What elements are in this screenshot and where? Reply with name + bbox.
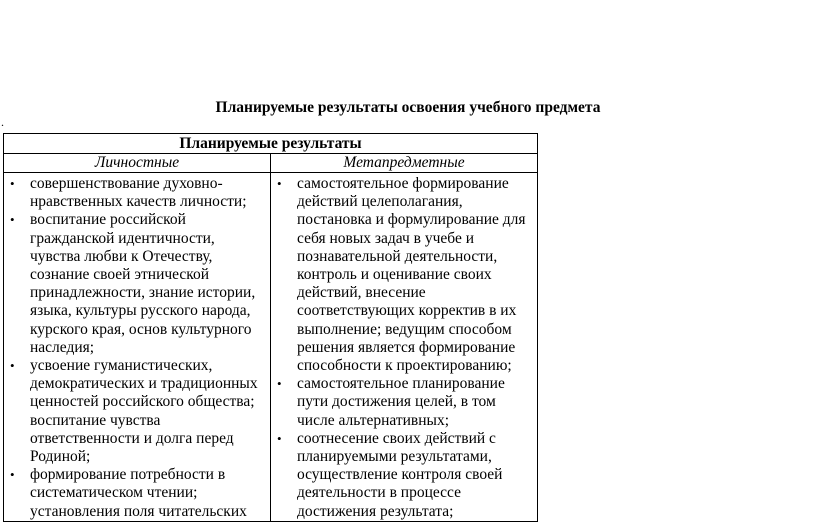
list-item: • соотнесение своих действий с планируемыми результатами, осуществление контроля своей деятельности в процессе достижения результата; bbox=[297, 430, 531, 521]
personal-cell bbox=[4, 173, 271, 522]
personal-list bbox=[4, 173, 270, 521]
list-item: • самостоятельное формирование действий целеполагания, постановка и формулирование для себя новых задач в учебе и познавательной деятельности, контроль и оценивание своих действий, внесение соответствующих корректив в их выполнение; ведущим способом решения является формирование способности к проектированию; bbox=[297, 175, 531, 375]
stray-dot: . bbox=[1, 115, 4, 129]
meta-list bbox=[271, 173, 537, 521]
results-table bbox=[3, 133, 538, 522]
list-item: • воспитание российской гражданской идентичности, чувства любви к Отечеству, сознание своей этнической принадлежности, знание истории, языка, культуры русского народа, курского края, основ культурного наследия; bbox=[30, 211, 264, 357]
list-item: • самостоятельное планирование пути достижения целей, в том числе альтернативных; bbox=[297, 375, 531, 430]
meta-cell bbox=[271, 173, 538, 522]
column-header-meta: Метапредметные bbox=[271, 154, 538, 173]
list-item: • совершенствование духовно-нравственных качеств личности; bbox=[30, 175, 264, 211]
list-item: • формирование потребности в систематическом чтении; установления поля читательских bbox=[30, 466, 264, 521]
document-title: Планируемые результаты освоения учебного предмета bbox=[215, 99, 601, 116]
list-item: • усвоение гуманистических, демократических и традиционных ценностей российского общества; воспитание чувства ответственности и долга перед Родиной; bbox=[30, 357, 264, 466]
column-header-personal: Личностные bbox=[4, 154, 271, 173]
table-header: Планируемые результаты bbox=[4, 134, 538, 154]
